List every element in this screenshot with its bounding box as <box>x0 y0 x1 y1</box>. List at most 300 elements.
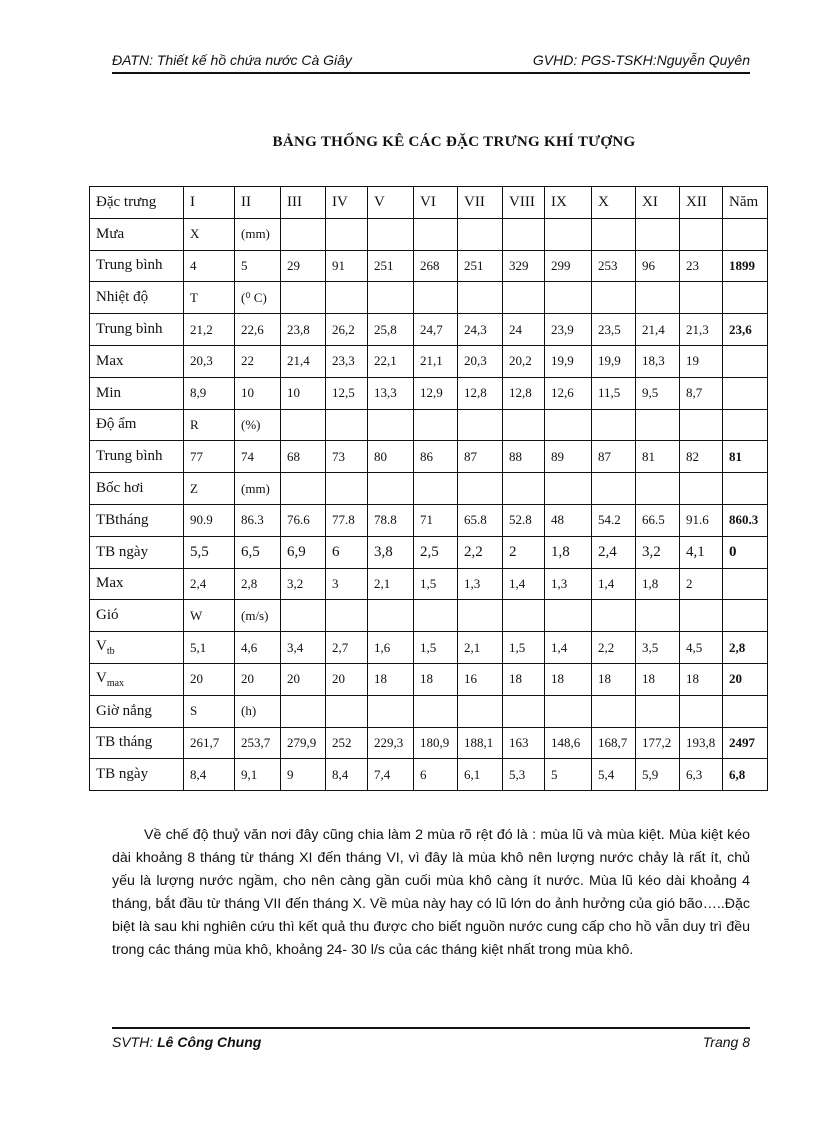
table-cell: VIII <box>503 187 545 219</box>
table-row <box>90 663 768 695</box>
table-cell: 18 <box>414 663 458 695</box>
table-cell: 19,9 <box>592 345 636 377</box>
table-cell: 6,5 <box>235 536 281 568</box>
table-cell: 1,4 <box>592 568 636 600</box>
symbol-subscript: max <box>106 677 125 689</box>
table-cell: 1899 <box>723 250 768 282</box>
table-cell <box>636 600 680 632</box>
table-cell: 74 <box>235 441 281 473</box>
table-cell <box>545 695 592 727</box>
table-cell: 77 <box>184 441 235 473</box>
table-cell: 16 <box>458 663 503 695</box>
table-cell: 10 <box>235 377 281 409</box>
table-cell: 3,4 <box>281 632 326 664</box>
table-cell <box>503 695 545 727</box>
footer-rule <box>112 1027 750 1029</box>
table-row <box>90 536 768 568</box>
table-title: BẢNG THỐNG KÊ CÁC ĐẶC TRƯNG KHÍ TƯỢNG <box>272 134 636 150</box>
table-cell <box>636 695 680 727</box>
table-cell <box>281 473 326 505</box>
table-cell: 18 <box>545 663 592 695</box>
table-cell: (mm) <box>235 473 281 505</box>
table-cell <box>458 473 503 505</box>
table-header-row <box>90 187 768 219</box>
table-cell: 251 <box>368 250 414 282</box>
table-cell: 18 <box>368 663 414 695</box>
symbol-subscript: tb <box>106 646 115 658</box>
table-row <box>90 409 768 441</box>
table-cell: 24,3 <box>458 314 503 346</box>
table-row <box>90 473 768 505</box>
table-cell: 0 <box>723 536 768 568</box>
table-cell: 253,7 <box>235 727 281 759</box>
hydrology-paragraph: Về chế độ thuỷ văn nơi đây cũng chia làm 2 mùa rõ rệt đó là : mùa lũ và mùa kiệt. Mùa kiệt kéo dài khoảng 8 tháng từ tháng XI đến tháng VI, vì đây là mùa khô nên lượng nước chảy là rất ít, chủ yếu là lượng nước ngầm, cho nên càng gần cuối mùa khô càng ít nước. Mùa lũ kéo dài khoảng 4 tháng, bắt đầu từ tháng VII đến tháng X. Về mùa này hay có lũ lớn do ảnh hưởng của gió bão…..Đặc biệt là sau khi nghiên cứu thì kết quả thu được cho biết nguồn nước cung cấp cho hồ vẫn duy trì đều trong các tháng mùa khô, khoảng 24- 30 l/s của các tháng kiệt nhất trong mùa khô. <box>112 827 750 958</box>
table-cell: 81 <box>723 441 768 473</box>
footer-student <box>112 1034 261 1050</box>
table-cell: 12,8 <box>458 377 503 409</box>
table-cell: 77.8 <box>326 504 368 536</box>
table-cell: 1,8 <box>636 568 680 600</box>
table-cell: 5,9 <box>636 759 680 791</box>
table-cell: Z <box>184 473 235 505</box>
page-footer <box>112 1034 750 1054</box>
table-cell: 12,5 <box>326 377 368 409</box>
table-cell: 20,3 <box>458 345 503 377</box>
table-cell <box>636 282 680 314</box>
table-cell: 18,3 <box>636 345 680 377</box>
table-cell: 2,2 <box>458 536 503 568</box>
table-cell: 329 <box>503 250 545 282</box>
table-cell: 2 <box>503 536 545 568</box>
table-cell: 6 <box>326 536 368 568</box>
table-cell: (m/s) <box>235 600 281 632</box>
table-cell: 22,6 <box>235 314 281 346</box>
table-cell: 20 <box>723 663 768 695</box>
table-cell: III <box>281 187 326 219</box>
table-cell <box>414 282 458 314</box>
table-cell: 2,8 <box>235 568 281 600</box>
table-cell: 91.6 <box>680 504 723 536</box>
table-cell <box>368 473 414 505</box>
table-cell <box>680 409 723 441</box>
table-cell <box>414 409 458 441</box>
table-cell: 2,1 <box>458 632 503 664</box>
table-cell: 229,3 <box>368 727 414 759</box>
table-cell: 52.8 <box>503 504 545 536</box>
table-cell: 148,6 <box>545 727 592 759</box>
table-cell: 2497 <box>723 727 768 759</box>
table-cell: 86 <box>414 441 458 473</box>
table-cell: 22,1 <box>368 345 414 377</box>
table-cell: 48 <box>545 504 592 536</box>
table-cell <box>723 473 768 505</box>
table-cell <box>326 695 368 727</box>
table-cell <box>592 218 636 250</box>
table-cell <box>326 409 368 441</box>
table-cell: 18 <box>636 663 680 695</box>
row-label-cell: Bốc hơi <box>90 473 184 505</box>
table-cell <box>458 218 503 250</box>
table-cell <box>326 282 368 314</box>
table-cell <box>636 409 680 441</box>
table-cell: 20 <box>326 663 368 695</box>
table-cell <box>281 218 326 250</box>
table-cell: 3,2 <box>636 536 680 568</box>
footer-page-number: Trang 8 <box>702 1034 750 1050</box>
table-cell: IX <box>545 187 592 219</box>
table-cell: 22 <box>235 345 281 377</box>
table-cell: 78.8 <box>368 504 414 536</box>
table-row <box>90 441 768 473</box>
table-row <box>90 632 768 664</box>
table-cell <box>592 473 636 505</box>
table-cell: (mm) <box>235 218 281 250</box>
table-cell: 6,3 <box>680 759 723 791</box>
table-row <box>90 695 768 727</box>
table-cell: 188,1 <box>458 727 503 759</box>
row-label-cell: TB ngày <box>90 536 184 568</box>
table-cell <box>458 600 503 632</box>
table-cell: 88 <box>503 441 545 473</box>
table-cell: 5,5 <box>184 536 235 568</box>
table-row <box>90 345 768 377</box>
table-cell: 1,3 <box>458 568 503 600</box>
table-cell: 24,7 <box>414 314 458 346</box>
table-cell: 6,1 <box>458 759 503 791</box>
table-cell: 20,2 <box>503 345 545 377</box>
table-cell <box>414 600 458 632</box>
row-label-cell: Trung bình <box>90 441 184 473</box>
table-cell <box>503 473 545 505</box>
table-cell: T <box>184 282 235 314</box>
table-cell: 1,4 <box>503 568 545 600</box>
table-cell: VI <box>414 187 458 219</box>
table-cell: Năm <box>723 187 768 219</box>
table-cell: 91 <box>326 250 368 282</box>
table-cell: 11,5 <box>592 377 636 409</box>
table-cell: 23 <box>680 250 723 282</box>
table-cell <box>723 600 768 632</box>
table-cell: 2,8 <box>723 632 768 664</box>
table-cell: 8,4 <box>184 759 235 791</box>
table-cell: 73 <box>326 441 368 473</box>
table-cell: (⁰ C) <box>235 282 281 314</box>
table-cell: 252 <box>326 727 368 759</box>
table-cell <box>368 695 414 727</box>
table-cell: 1,8 <box>545 536 592 568</box>
table-row <box>90 759 768 791</box>
table-cell: 65.8 <box>458 504 503 536</box>
table-cell <box>545 218 592 250</box>
table-cell: 1,5 <box>414 632 458 664</box>
table-cell: 5,3 <box>503 759 545 791</box>
table-cell <box>592 282 636 314</box>
table-cell: 82 <box>680 441 723 473</box>
table-cell: II <box>235 187 281 219</box>
table-cell: 96 <box>636 250 680 282</box>
table-cell: 860.3 <box>723 504 768 536</box>
table-cell <box>414 473 458 505</box>
table-cell: 193,8 <box>680 727 723 759</box>
table-cell: 5,4 <box>592 759 636 791</box>
table-cell: 4 <box>184 250 235 282</box>
table-cell <box>368 282 414 314</box>
table-cell: 5,1 <box>184 632 235 664</box>
table-cell <box>680 600 723 632</box>
table-cell: 87 <box>458 441 503 473</box>
table-cell: 2,4 <box>592 536 636 568</box>
header-rule <box>112 72 750 74</box>
table-cell: 68 <box>281 441 326 473</box>
table-cell: 89 <box>545 441 592 473</box>
table-row <box>90 282 768 314</box>
table-row <box>90 314 768 346</box>
table-cell: 23,8 <box>281 314 326 346</box>
table-cell: 180,9 <box>414 727 458 759</box>
table-cell: 19,9 <box>545 345 592 377</box>
table-cell: 81 <box>636 441 680 473</box>
table-cell: 10 <box>281 377 326 409</box>
table-cell: 23,6 <box>723 314 768 346</box>
table-cell <box>723 568 768 600</box>
table-cell: 4,6 <box>235 632 281 664</box>
table-cell: 2,4 <box>184 568 235 600</box>
table-cell: 20 <box>184 663 235 695</box>
table-cell <box>281 409 326 441</box>
table-cell <box>592 409 636 441</box>
table-cell <box>458 409 503 441</box>
table-cell: 251 <box>458 250 503 282</box>
table-cell <box>368 600 414 632</box>
table-cell: 12,9 <box>414 377 458 409</box>
table-cell: 299 <box>545 250 592 282</box>
table-cell: S <box>184 695 235 727</box>
table-cell: 23,3 <box>326 345 368 377</box>
table-cell: 23,5 <box>592 314 636 346</box>
table-cell <box>636 473 680 505</box>
table-row <box>90 727 768 759</box>
table-cell <box>545 600 592 632</box>
table-cell <box>326 473 368 505</box>
header-project-title: ĐATN: Thiết kế hồ chứa nước Cà Giây <box>112 52 352 68</box>
row-label-cell: Mưa <box>90 218 184 250</box>
table-cell: 12,8 <box>503 377 545 409</box>
table-cell: 20 <box>281 663 326 695</box>
table-cell: 268 <box>414 250 458 282</box>
table-cell: 2,7 <box>326 632 368 664</box>
table-cell: 87 <box>592 441 636 473</box>
table-cell: 21,4 <box>636 314 680 346</box>
row-label-cell <box>90 632 184 664</box>
table-cell: 5 <box>545 759 592 791</box>
table-cell <box>592 600 636 632</box>
row-label-cell: Giờ nắng <box>90 695 184 727</box>
table-cell: X <box>184 218 235 250</box>
table-cell: 18 <box>592 663 636 695</box>
table-cell: 20,3 <box>184 345 235 377</box>
footer-student-name: Lê Công Chung <box>157 1034 262 1050</box>
table-row <box>90 600 768 632</box>
table-cell <box>368 409 414 441</box>
table-cell: 1,6 <box>368 632 414 664</box>
table-row <box>90 250 768 282</box>
table-cell <box>503 218 545 250</box>
table-cell: 80 <box>368 441 414 473</box>
table-cell: 8,9 <box>184 377 235 409</box>
table-cell: 3 <box>326 568 368 600</box>
table-cell: 9,1 <box>235 759 281 791</box>
table-cell <box>458 282 503 314</box>
table-cell: 18 <box>503 663 545 695</box>
table-cell: 4,1 <box>680 536 723 568</box>
table-cell <box>368 218 414 250</box>
table-cell: 2,2 <box>592 632 636 664</box>
table-cell <box>723 409 768 441</box>
table-cell <box>545 473 592 505</box>
table-cell: 9 <box>281 759 326 791</box>
table-cell: 71 <box>414 504 458 536</box>
row-label-cell: Nhiệt độ <box>90 282 184 314</box>
row-label-cell: Max <box>90 568 184 600</box>
header-advisor: GVHD: PGS-TSKH:Nguyễn Quyên <box>532 52 750 68</box>
row-label-cell: TB tháng <box>90 727 184 759</box>
table-cell: 24 <box>503 314 545 346</box>
table-cell: (%) <box>235 409 281 441</box>
table-cell <box>723 282 768 314</box>
table-cell <box>680 282 723 314</box>
row-label-cell: Gió <box>90 600 184 632</box>
table-cell <box>281 695 326 727</box>
table-cell: W <box>184 600 235 632</box>
table-row <box>90 218 768 250</box>
row-label-cell: TB ngày <box>90 759 184 791</box>
table-cell: 3,5 <box>636 632 680 664</box>
table-cell: 3,2 <box>281 568 326 600</box>
table-cell: 7,4 <box>368 759 414 791</box>
table-cell <box>503 282 545 314</box>
table-cell: V <box>368 187 414 219</box>
table-cell: 29 <box>281 250 326 282</box>
table-cell <box>503 600 545 632</box>
table-cell: 279,9 <box>281 727 326 759</box>
table-cell: 12,6 <box>545 377 592 409</box>
footer-student-label: SVTH: <box>112 1034 158 1050</box>
page-header <box>112 52 750 72</box>
table-cell: 76.6 <box>281 504 326 536</box>
table-cell: 90.9 <box>184 504 235 536</box>
table-cell: 1,5 <box>503 632 545 664</box>
table-cell <box>458 695 503 727</box>
table-cell: 13,3 <box>368 377 414 409</box>
table-cell: 168,7 <box>592 727 636 759</box>
table-cell: 6,9 <box>281 536 326 568</box>
table-cell: 6,8 <box>723 759 768 791</box>
table-cell <box>680 695 723 727</box>
table-cell <box>281 600 326 632</box>
symbol-text: V <box>96 638 107 655</box>
table-cell: I <box>184 187 235 219</box>
row-label-cell: Trung bình <box>90 250 184 282</box>
table-cell: 2 <box>680 568 723 600</box>
table-cell <box>503 409 545 441</box>
table-cell <box>414 218 458 250</box>
table-cell: 19 <box>680 345 723 377</box>
table-cell: 21,1 <box>414 345 458 377</box>
table-cell <box>326 218 368 250</box>
row-label-cell: Min <box>90 377 184 409</box>
table-cell: 26,2 <box>326 314 368 346</box>
table-cell: 1,4 <box>545 632 592 664</box>
table-cell: 177,2 <box>636 727 680 759</box>
table-cell: 21,3 <box>680 314 723 346</box>
table-cell <box>723 377 768 409</box>
table-cell: 8,7 <box>680 377 723 409</box>
row-label-cell: Trung bình <box>90 314 184 346</box>
symbol-text: V <box>96 669 107 686</box>
table-cell <box>680 218 723 250</box>
table-cell: 18 <box>680 663 723 695</box>
table-cell: 8,4 <box>326 759 368 791</box>
row-label-cell: TBtháng <box>90 504 184 536</box>
row-label-cell: Max <box>90 345 184 377</box>
table-cell <box>723 695 768 727</box>
table-cell <box>680 473 723 505</box>
table-cell: XII <box>680 187 723 219</box>
table-cell: 21,4 <box>281 345 326 377</box>
table-cell <box>281 282 326 314</box>
climate-stats-table <box>89 186 768 791</box>
table-cell: 2,5 <box>414 536 458 568</box>
table-row <box>90 504 768 536</box>
table-cell: 23,9 <box>545 314 592 346</box>
table-cell: R <box>184 409 235 441</box>
table-cell: (h) <box>235 695 281 727</box>
table-row <box>90 377 768 409</box>
table-cell: 6 <box>414 759 458 791</box>
table-cell: 21,2 <box>184 314 235 346</box>
row-label-cell: Độ ẩm <box>90 409 184 441</box>
table-cell: 86.3 <box>235 504 281 536</box>
table-row <box>90 568 768 600</box>
table-cell <box>723 218 768 250</box>
table-cell: 1,5 <box>414 568 458 600</box>
table-cell: 9,5 <box>636 377 680 409</box>
table-cell: 1,3 <box>545 568 592 600</box>
table-cell: 5 <box>235 250 281 282</box>
table-cell: 2,1 <box>368 568 414 600</box>
table-cell: 253 <box>592 250 636 282</box>
table-cell <box>636 218 680 250</box>
table-cell: 163 <box>503 727 545 759</box>
table-cell: IV <box>326 187 368 219</box>
table-cell <box>326 600 368 632</box>
table-cell: 54.2 <box>592 504 636 536</box>
table-cell <box>545 409 592 441</box>
table-cell: 261,7 <box>184 727 235 759</box>
table-cell <box>545 282 592 314</box>
table-cell <box>414 695 458 727</box>
table-cell: 20 <box>235 663 281 695</box>
table-cell: 25,8 <box>368 314 414 346</box>
table-cell: X <box>592 187 636 219</box>
row-label-cell: Đặc trưng <box>90 187 184 219</box>
table-cell: 3,8 <box>368 536 414 568</box>
table-cell: 4,5 <box>680 632 723 664</box>
row-label-cell <box>90 663 184 695</box>
table-cell: VII <box>458 187 503 219</box>
table-cell: 66.5 <box>636 504 680 536</box>
table-cell <box>723 345 768 377</box>
